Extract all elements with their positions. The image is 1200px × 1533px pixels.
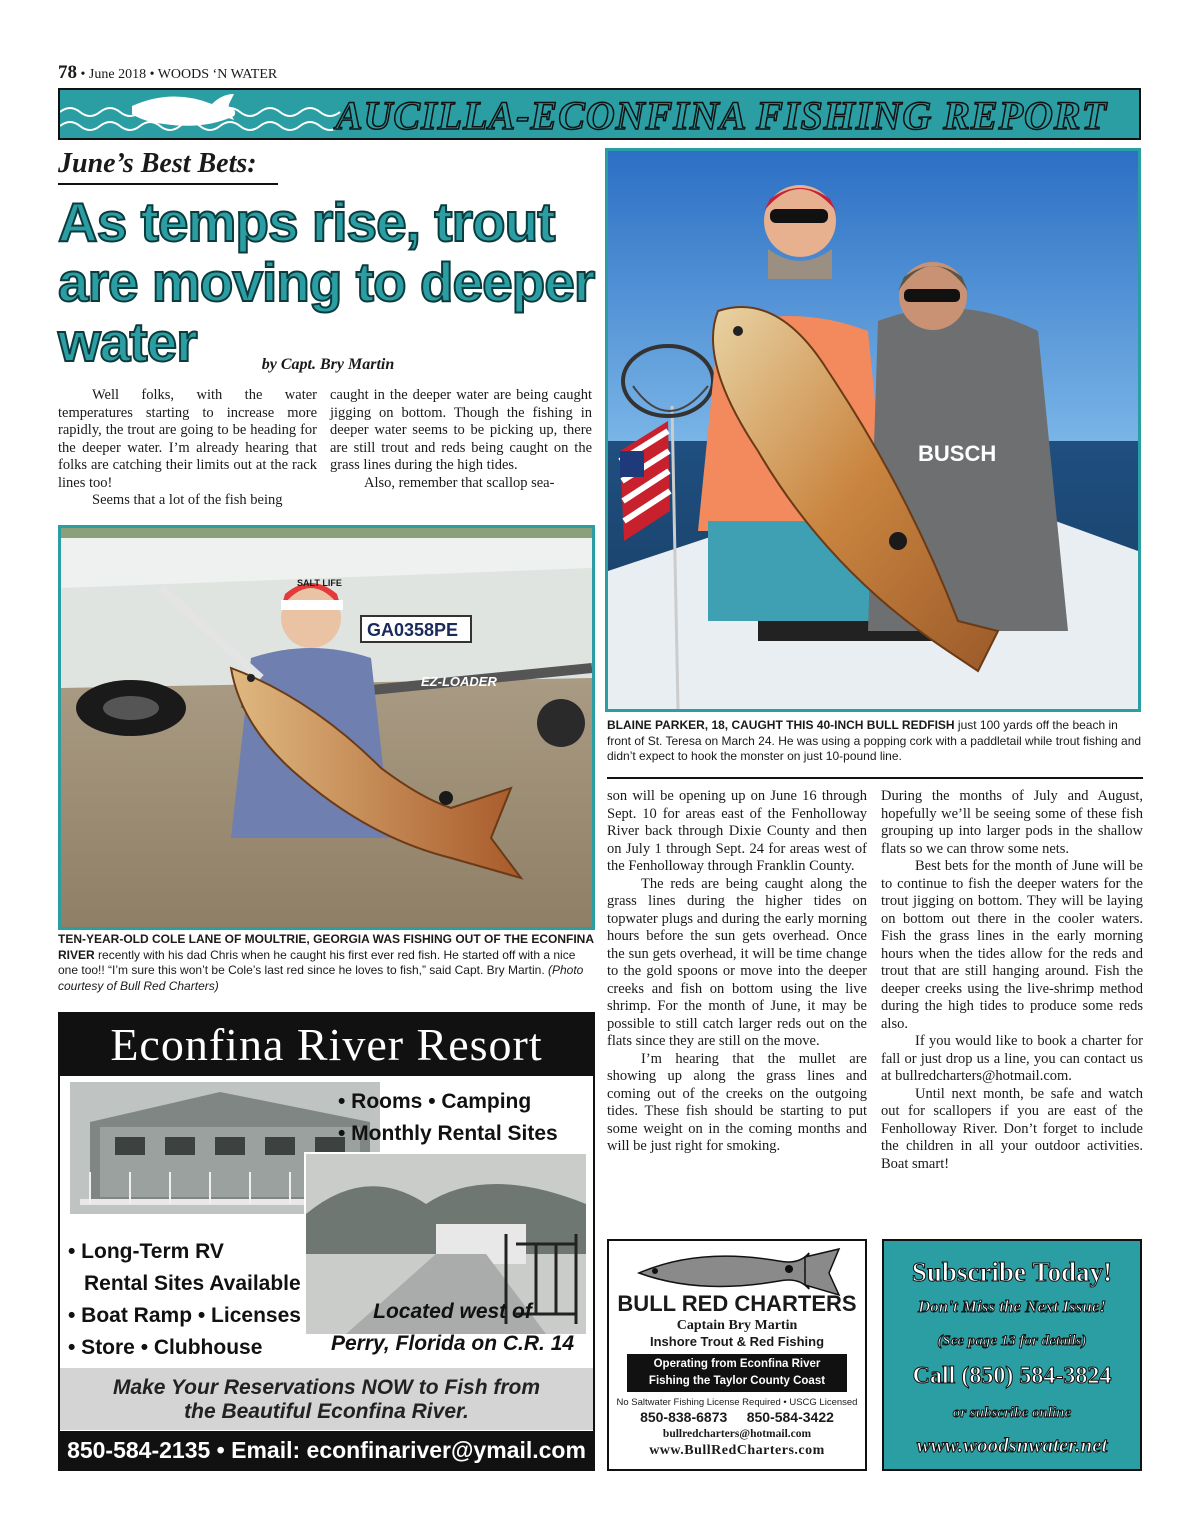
boat-registration: GA0358PE (367, 620, 459, 640)
ad-subscribe (882, 1239, 1142, 1471)
photo-cole-lane (58, 525, 595, 930)
charter-banner (627, 1354, 847, 1392)
fish-waves-icon (60, 90, 360, 138)
subscribe-title: Subscribe Today! (911, 1257, 1113, 1287)
photo-credit: (Photo courtesy of Bull Red Charters) (58, 963, 584, 993)
column-rule (607, 777, 1143, 779)
paragraph: Best bets for the month of June will be to continue to fish the deeper waters for the trout jigging on bottom. They will be laying on bottom out there in the cooler waters. Fish the grass lines in the early morning hours when the tides allow for the reds and trout that are still hanging around. Fish the deeper creeks using the live-shrimp method during the high tides to produce some reds also. (881, 858, 1143, 1032)
location-line: Perry, Florida on C.R. 14 (330, 1332, 575, 1355)
paragraph: Also, remember that scallop sea- (364, 474, 555, 491)
redfish-icon (629, 1247, 849, 1297)
resort-cta (60, 1368, 593, 1430)
subscribe-line: Don't Miss the Next Issue! (918, 1297, 1106, 1316)
caption-text: just 100 yards off the beach in front of St. Teresa on March 24. He was using a popping cork with a paddletail while trout fishing and didn’t expect to hook the monster on just 10-pound line. (607, 718, 1142, 763)
ad-econfina-river-resort (58, 1012, 595, 1471)
caption-cole-lane (58, 932, 595, 994)
paragraph: During the months of July and August, hopefully we’ll be seeing some of these fish grouping up into larger pods in the shallow flats so we can throw some nets. (881, 788, 1143, 857)
folio-text: • June 2018 • WOODS ‘N WATER (77, 67, 278, 82)
charter-website: www.BullRedCharters.com (649, 1443, 825, 1458)
resort-amenities-left (68, 1236, 301, 1364)
paragraph: I’m hearing that the mullet are showing up along the grass lines and coming out of the creeks on the outgoing tides. These fish should be starting to put some weight on in the coming months and will be just right for smoking. (607, 1050, 867, 1154)
charter-note: No Saltwater Fishing License Required • USCG Licensed (616, 1397, 858, 1408)
page-folio (58, 62, 277, 84)
article-column-4 (881, 788, 1143, 1173)
banner-line: Fishing the Taylor County Coast (648, 1375, 826, 1387)
amenity: • Boat Ramp • Licenses (68, 1304, 301, 1327)
cap-logo: SALT LIFE (297, 578, 342, 588)
article-column-3 (607, 788, 867, 1156)
resort-amenities-top (338, 1086, 558, 1150)
paragraph: caught in the deeper water are being caught jigging on bottom. Though the fishing in deeper water seems to be picking up, there are still trout and reds being caught on the grass lines during the high tides. (330, 387, 592, 473)
charter-phones: 850-838-6873 850-584-3422 (640, 1409, 834, 1425)
kicker: June’s Best Bets: (58, 148, 257, 179)
photo-bull-redfish-image (608, 151, 1138, 709)
charter-email: bullredcharters@hotmail.com (662, 1428, 812, 1440)
subscribe-phone: Call (850) 584-3824 (912, 1363, 1112, 1389)
trailer-brand: EZ-LOADER (421, 674, 497, 689)
resort-contact: 850-584-2135 • Email: econfinariver@ymail.com (60, 1431, 593, 1469)
paragraph: Well folks, with the water temperatures starting to increase more rapidly, the trout are going to be heading for the deeper water. I’m already hearing that folks are catching their limits out at the rack lines too! (58, 387, 317, 491)
paragraph: The reds are being caught along the grass lines during the higher tides on topwater plugs and during the early morning hours before the sun gets overhead. Once the sun gets overhead, it will be time change to the gold spoons or move into the deeper creeks and fish on bottom using the live shrimp. For the month of June, it may be possible to still catch larger reds out on the flats since they are still on the move. (607, 875, 867, 1049)
resort-title: Econfina River Resort (60, 1014, 593, 1076)
subscribe-online: or subscribe online (952, 1405, 1072, 1421)
article-column-2 (330, 387, 592, 492)
amenity: Rental Sites Available (84, 1272, 301, 1295)
location-line: Located west of (373, 1300, 532, 1323)
kicker-rule (58, 183, 278, 185)
article-column-1 (58, 387, 317, 510)
banner-title: AUCILLA-ECONFINA FISHING REPORT (335, 93, 1107, 138)
photo-bull-redfish (605, 148, 1141, 712)
page-number: 78 (58, 62, 77, 83)
paragraph: son will be opening up on June 16 through Sept. 10 for areas east of the Fenholloway River back through Dixie County and then on July 1 through Sept. 24 for areas west of the Fenholloway through Franklin County. (607, 788, 867, 874)
hoodie-logo: BUSCH (918, 441, 997, 466)
amenity: • Long-Term RV (68, 1240, 224, 1263)
cta-line: the Beautiful Econfina River. (184, 1400, 469, 1423)
caption-bull-redfish (607, 718, 1143, 765)
amenity: • Store • Clubhouse (68, 1336, 263, 1359)
charter-captain: Captain Bry Martin (676, 1318, 798, 1333)
section-banner (58, 88, 1141, 140)
byline: by Capt. Bry Martin (261, 356, 395, 373)
photo-cole-lane-image (61, 528, 592, 927)
resort-location (310, 1296, 595, 1360)
cta-line: Make Your Reservations NOW to Fish from (112, 1376, 541, 1399)
subscribe-website: www.woodsnwater.net (916, 1433, 1108, 1457)
caption-lead: BLAINE PARKER, 18, CAUGHT THIS 40-INCH BULL REDFISH (607, 718, 955, 732)
caption-text: recently with his dad Chris when he caught his first ever red fish. He started off with a nice one too!! “I’m sure this won’t be Cole’s last red since he loves to fish,” said Capt. Bry Martin. (58, 947, 576, 977)
amenity: • Monthly Rental Sites (338, 1122, 558, 1145)
paragraph: If you would like to book a charter for fall or just drop us a line, you can contact us at bullredcharters@hotmail.com. (881, 1033, 1143, 1084)
amenity: • Rooms • Camping (338, 1090, 532, 1113)
caption-lead: TEN-YEAR-OLD COLE LANE OF MOULTRIE, GEORGIA WAS FISHING OUT OF THE ECONFINA RIVER (58, 932, 594, 962)
banner-line: Operating from Econfina River (653, 1358, 821, 1370)
charter-name: BULL RED CHARTERS (617, 1291, 857, 1316)
ad-bull-red-charters (607, 1239, 867, 1471)
paragraph: Seems that a lot of the fish being (92, 492, 283, 508)
charter-tagline: Inshore Trout & Red Fishing (649, 1334, 825, 1349)
subscribe-reference: (See page 13 for details) (937, 1333, 1087, 1349)
paragraph: Until next month, be safe and watch out for scallopers if you are east of the Fenholloway River. Don’t forget to include the children in all your outdoor activities. Boat smart! (881, 1085, 1143, 1172)
headline: As temps rise, trout are moving to deeper water (58, 191, 595, 373)
